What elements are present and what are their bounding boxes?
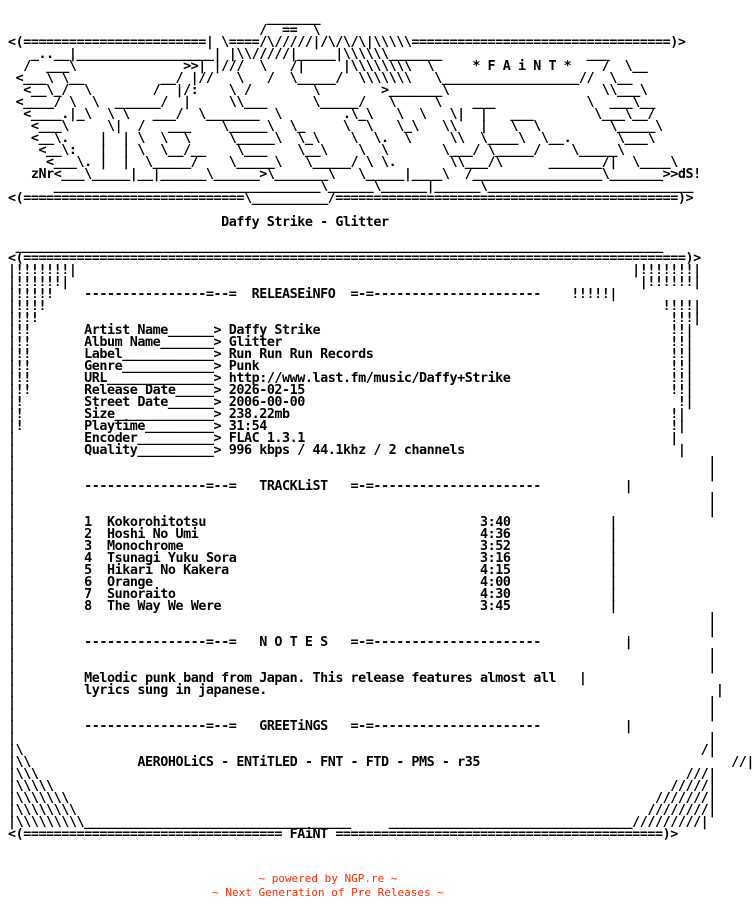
signature-left: zNr <box>30 167 54 182</box>
ascii-logo: _______ / == \ <(========================| \====/\/////|/\/\/\|\\\\\==================================)> _..__|__________________| |\\/////|_____|\\\\\\_______ ___ / ___\ >>| |/// \ /| |\\\\\\\\ \ <box>8 11 686 74</box>
track-title: Tsunagi Yuku Sora <box>106 551 237 566</box>
size-value: 238.22mb <box>228 407 290 422</box>
notes-heading: N O T E S <box>259 635 328 650</box>
track-length: 4:15 <box>479 563 511 578</box>
footer-tagline: ~ Next Generation of Pre Releases ~ <box>212 886 444 899</box>
track-length: 3:16 <box>479 551 511 566</box>
track-no: 7 <box>84 587 92 602</box>
track-title: Sunoraito <box>106 587 176 602</box>
group-name: * F A i N T * <box>472 59 572 74</box>
track-title: Monochrome <box>106 539 184 554</box>
label-value: Run Run Run Records <box>228 347 374 362</box>
track-no: 6 <box>84 575 92 590</box>
track-length: 4:00 <box>479 575 511 590</box>
tracklist-heading: TRACKLiST <box>259 479 328 494</box>
encoder-value: FLAC 1.3.1 <box>228 431 305 446</box>
track-length: 3:40 <box>479 515 511 530</box>
street-date: 2006-00-00 <box>228 395 305 410</box>
track-no: 2 <box>84 527 92 542</box>
release-date: 2026-02-15 <box>228 383 305 398</box>
album-name: Glitter <box>228 335 283 350</box>
track-no: 3 <box>84 539 92 554</box>
track-length: 3:52 <box>479 539 511 554</box>
greetings-heading: GREETiNGS <box>259 719 328 734</box>
notes-text: Melodic punk band from Japan. This release features almost all <box>84 671 557 686</box>
nfo-text: _______ / == \ <(========================| \====/\/////|/\/\/\|\\\\\==================================)> _..__|__________________| |\\/////|_____|\\\\\\_______ ___ / ___\ >>| |/// \ /| |\\\\\\\\ \ * F A i N T * / \__ <___\ \__ __/ |// \ / \_____/ \\\\\\\ \__________________// \__ <__\_/ \ / |/: \ / \ >_______\ \\___\ <____/ \ \ ______/ | \\___ \_____/ \ \ ___ \ ___\__ <____.|_\ \ \ ___/ \_______ \ .\_\ \ \ \| | ___ \___\__/ <___\ \| / ___ \_____\ \_ \ \ \_\ \\ | \ \ \_____\ <__\. | | \ \ \ \_____\ \_\ \ \. \ \\ \____\ \__. \___\ <__\: | | \ \__/__ \___ \__\ \ \ \___/ \_____/ \_____\ <___\. | | \_____/ \_____\ \_____/ \ \. \\___/\ _______/| \____\ zNr<___\_____|__|______\______>\_______\ \_____|____\ /_________________\_______>>dS! ___________________________________\______\______|______\___________________________ <(=============================\__________/=============================================)> Daffy Strike - Glitter _____________________________________________________________________________________ <(=======================================================================================)> |!!!!!!!| |!!!!!!!| |!!!!!!| |!!!!!!| |!!!!! ----------------=--= RELEASEiNFO =-=---------------------- !!!!!| |!!!! !!!!| |!!! !!!| |!! Artist Name______> Daffy Strike !!| |!! Album Name_______> Glitter !!| |!! Label____________> Run Run Run Records !!| |!! Genre____________> Punk !!| |!! URL______________> http://www.last.fm/music/Daffy+Strike !!| |!! Release Date_____> 2026-02-15 !!| |! Street Date______> 2006-00-00 !| |! Size_____________> 238.22mb !| |! Playtime_________> 31:54 !| | Encoder__________> FLAC 1.3.1 | | Quality__________> 996 kbps / 44.1khz / 2 channels | | | | | | ----------------=--= TRACKLiST =-=---------------------- | | | | | | 1 Kokorohitotsu 3:40 | | 2 Hoshi No Umi 4:36 | | 3 Monochrome 3:52 | | 4 Tsunagi Yuku Sora 3:16 | | 5 Hikari No Kakera 4:15 | | 6 Orange 4:00 | | 7 Sunoraito 4:30 | | 8 The Way We Were 3:45 | | | | | | ----------------=--= N O T E S =-=---------------------- | | | | | | Melodic punk band from Japan. This release features almost all | | lyrics sung in japanese. | | | | | | ----------------=--= GREETiNGS =-=---------------------- | | | |\ /| |\\ AEROHOLiCS - ENTiTLED - FNT - FTD - PMS - r35 //| |\\\ ///| |\\\\\ /////| |\\\\\\\ ///////| |\\\\\\\\ ////////| |\\\\\\\\\___________________________________ ________________________________/////////| <(================================== FAiNT ===========================================)> <box>8 11 754 842</box>
track-no: 4 <box>84 551 92 566</box>
track-length: 4:36 <box>479 527 511 542</box>
track-title: Orange <box>106 575 153 590</box>
playtime-value: 31:54 <box>228 419 267 434</box>
track-no: 1 <box>84 515 92 530</box>
track-no: 5 <box>84 563 92 578</box>
greetings-text: AEROHOLiCS - ENTiTLED - FNT - FTD - PMS - r35 <box>137 755 480 770</box>
track-title: Kokorohitotsu <box>106 515 206 530</box>
release-title: Daffy Strike - Glitter <box>221 215 389 230</box>
notes-text-2: lyrics sung in japanese. <box>84 683 267 698</box>
footer-powered-by: ~ powered by NGP.re ~ <box>258 872 398 885</box>
track-length: 4:30 <box>479 587 511 602</box>
signature-right: dS! <box>677 167 701 182</box>
quality-value: 996 kbps / 44.1khz / 2 channels <box>228 443 465 458</box>
releaseinfo-heading: RELEASEiNFO <box>251 287 336 302</box>
url-value: http://www.last.fm/music/Daffy+Strike <box>228 371 511 386</box>
closing-name: FAiNT <box>289 827 328 842</box>
genre-value: Punk <box>228 359 260 374</box>
track-title: The Way We Were <box>106 599 222 614</box>
track-no: 8 <box>84 599 92 614</box>
artist-name: Daffy Strike <box>228 323 321 338</box>
track-length: 3:45 <box>479 599 511 614</box>
track-title: Hoshi No Umi <box>106 527 199 542</box>
track-title: Hikari No Kakera <box>106 563 229 578</box>
